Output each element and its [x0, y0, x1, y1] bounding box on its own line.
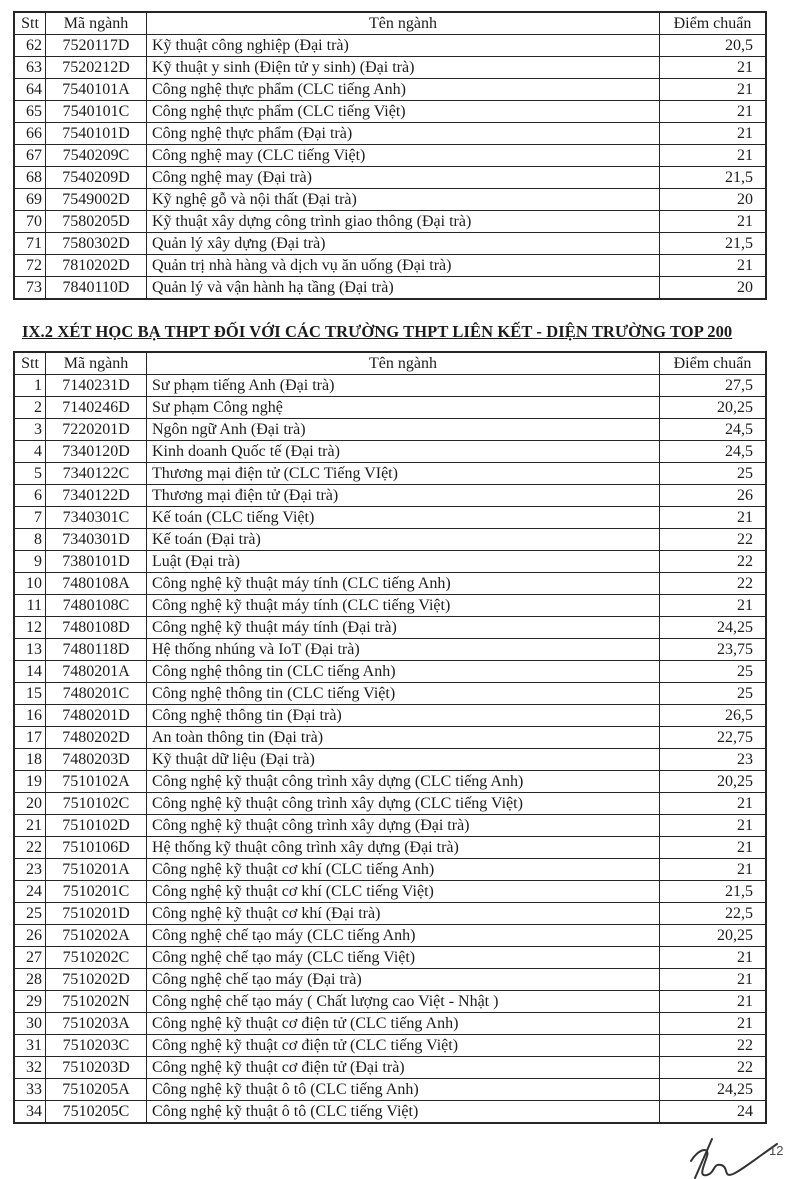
stt-cell: 17	[14, 727, 46, 749]
ma-nganh-cell: 7340120D	[46, 441, 147, 463]
ten-nganh-cell: Công nghệ thông tin (CLC tiếng Việt)	[147, 683, 660, 705]
ten-nganh-cell: Quản lý và vận hành hạ tầng (Đại trà)	[147, 277, 660, 300]
diem-chuan-cell: 24,5	[660, 441, 767, 463]
ma-nganh-cell: 7140231D	[46, 375, 147, 397]
diem-chuan-cell: 22	[660, 551, 767, 573]
ten-nganh-cell: Ngôn ngữ Anh (Đại trà)	[147, 419, 660, 441]
diem-chuan-cell: 21,5	[660, 881, 767, 903]
ten-nganh-cell: Công nghệ thực phẩm (CLC tiếng Việt)	[147, 101, 660, 123]
ma-nganh-cell: 7340301C	[46, 507, 147, 529]
ten-nganh-cell: Thương mại điện tử (Đại trà)	[147, 485, 660, 507]
ma-nganh-cell: 7510106D	[46, 837, 147, 859]
table-row	[14, 419, 766, 441]
ten-nganh-cell: Công nghệ kỹ thuật cơ khí (Đại trà)	[147, 903, 660, 925]
ten-nganh-cell: Kỹ thuật y sinh (Điện tử y sinh) (Đại trà)	[147, 57, 660, 79]
diem-chuan-cell: 21	[660, 837, 767, 859]
diem-chuan-cell: 21,5	[660, 167, 767, 189]
ma-nganh-cell: 7510203A	[46, 1013, 147, 1035]
ma-nganh-cell: 7140246D	[46, 397, 147, 419]
column-header: Điểm chuẩn	[660, 352, 767, 375]
stt-cell: 4	[14, 441, 46, 463]
stt-cell: 1	[14, 375, 46, 397]
stt-cell: 24	[14, 881, 46, 903]
ten-nganh-cell: Công nghệ thông tin (Đại trà)	[147, 705, 660, 727]
ten-nganh-cell: Kinh doanh Quốc tế (Đại trà)	[147, 441, 660, 463]
diem-chuan-cell: 23	[660, 749, 767, 771]
ma-nganh-cell: 7540101D	[46, 123, 147, 145]
stt-cell: 63	[14, 57, 46, 79]
ten-nganh-cell: Công nghệ kỹ thuật công trình xây dựng (CLC tiếng Anh)	[147, 771, 660, 793]
diem-chuan-cell: 21	[660, 101, 767, 123]
table-row	[14, 57, 766, 79]
ma-nganh-cell: 7480201C	[46, 683, 147, 705]
table-row	[14, 551, 766, 573]
table-row	[14, 441, 766, 463]
ten-nganh-cell: Công nghệ thông tin (CLC tiếng Anh)	[147, 661, 660, 683]
diem-chuan-cell: 22,75	[660, 727, 767, 749]
ten-nganh-cell: Công nghệ chế tạo máy (Đại trà)	[147, 969, 660, 991]
diem-chuan-cell: 25	[660, 463, 767, 485]
ten-nganh-cell: Kỹ nghệ gỗ và nội thất (Đại trà)	[147, 189, 660, 211]
ma-nganh-cell: 7480201A	[46, 661, 147, 683]
diem-chuan-cell: 21	[660, 145, 767, 167]
ten-nganh-cell: Quản lý xây dựng (Đại trà)	[147, 233, 660, 255]
table-row	[14, 815, 766, 837]
ma-nganh-cell: 7540101C	[46, 101, 147, 123]
stt-cell: 3	[14, 419, 46, 441]
diem-chuan-cell: 22	[660, 1035, 767, 1057]
diem-chuan-cell: 24,25	[660, 617, 767, 639]
stt-cell: 65	[14, 101, 46, 123]
table-row	[14, 1057, 766, 1079]
ma-nganh-cell: 7220201D	[46, 419, 147, 441]
diem-chuan-cell: 21	[660, 57, 767, 79]
stt-cell: 32	[14, 1057, 46, 1079]
ma-nganh-cell: 7520117D	[46, 35, 147, 57]
ten-nganh-cell: Công nghệ chế tạo máy (CLC tiếng Anh)	[147, 925, 660, 947]
diem-chuan-cell: 20,25	[660, 771, 767, 793]
table-row	[14, 463, 766, 485]
ma-nganh-cell: 7480108A	[46, 573, 147, 595]
column-header: Stt	[14, 12, 46, 35]
diem-chuan-cell: 21	[660, 947, 767, 969]
ten-nganh-cell: Sư phạm tiếng Anh (Đại trà)	[147, 375, 660, 397]
stt-cell: 30	[14, 1013, 46, 1035]
table-row	[14, 145, 766, 167]
table-row	[14, 639, 766, 661]
stt-cell: 16	[14, 705, 46, 727]
diem-chuan-cell: 20	[660, 277, 767, 300]
stt-cell: 8	[14, 529, 46, 551]
diem-chuan-cell: 24	[660, 1101, 767, 1124]
ten-nganh-cell: Công nghệ chế tạo máy ( Chất lượng cao Việt - Nhật )	[147, 991, 660, 1013]
ma-nganh-cell: 7580302D	[46, 233, 147, 255]
table-row	[14, 991, 766, 1013]
diem-chuan-cell: 26,5	[660, 705, 767, 727]
stt-cell: 26	[14, 925, 46, 947]
diem-chuan-cell: 21	[660, 969, 767, 991]
ma-nganh-cell: 7540209D	[46, 167, 147, 189]
table-row	[14, 123, 766, 145]
stt-cell: 70	[14, 211, 46, 233]
ma-nganh-cell: 7540209C	[46, 145, 147, 167]
ma-nganh-cell: 7480201D	[46, 705, 147, 727]
diem-chuan-cell: 22	[660, 1057, 767, 1079]
table-row	[14, 397, 766, 419]
admission-score-table-top200	[13, 351, 767, 1124]
ma-nganh-cell: 7580205D	[46, 211, 147, 233]
ma-nganh-cell: 7510102D	[46, 815, 147, 837]
ma-nganh-cell: 7510203C	[46, 1035, 147, 1057]
table-row	[14, 925, 766, 947]
table-row	[14, 35, 766, 57]
table-row	[14, 1013, 766, 1035]
table-row	[14, 79, 766, 101]
ten-nganh-cell: Hệ thống kỹ thuật công trình xây dựng (Đại trà)	[147, 837, 660, 859]
table-row	[14, 595, 766, 617]
stt-cell: 66	[14, 123, 46, 145]
diem-chuan-cell: 21	[660, 859, 767, 881]
diem-chuan-cell: 21	[660, 255, 767, 277]
diem-chuan-cell: 21	[660, 123, 767, 145]
header-row	[14, 352, 766, 375]
stt-cell: 27	[14, 947, 46, 969]
ma-nganh-cell: 7510202N	[46, 991, 147, 1013]
ten-nganh-cell: Công nghệ kỹ thuật ô tô (CLC tiếng Anh)	[147, 1079, 660, 1101]
table-row	[14, 1035, 766, 1057]
ten-nganh-cell: Công nghệ kỹ thuật máy tính (CLC tiếng Anh)	[147, 573, 660, 595]
stt-cell: 15	[14, 683, 46, 705]
ma-nganh-cell: 7510203D	[46, 1057, 147, 1079]
ma-nganh-cell: 7510201C	[46, 881, 147, 903]
diem-chuan-cell: 24,5	[660, 419, 767, 441]
ten-nganh-cell: Kế toán (Đại trà)	[147, 529, 660, 551]
ma-nganh-cell: 7510205C	[46, 1101, 147, 1124]
ma-nganh-cell: 7510201D	[46, 903, 147, 925]
column-header: Tên ngành	[147, 352, 660, 375]
table-row	[14, 903, 766, 925]
stt-cell: 23	[14, 859, 46, 881]
ma-nganh-cell: 7340122C	[46, 463, 147, 485]
ten-nganh-cell: Công nghệ kỹ thuật máy tính (CLC tiếng Việt)	[147, 595, 660, 617]
stt-cell: 21	[14, 815, 46, 837]
ten-nganh-cell: Luật (Đại trà)	[147, 551, 660, 573]
ma-nganh-cell: 7510102C	[46, 793, 147, 815]
table-row	[14, 837, 766, 859]
ma-nganh-cell: 7340301D	[46, 529, 147, 551]
diem-chuan-cell: 20,25	[660, 925, 767, 947]
table-row	[14, 661, 766, 683]
ten-nganh-cell: Kỹ thuật xây dựng công trình giao thông (Đại trà)	[147, 211, 660, 233]
stt-cell: 25	[14, 903, 46, 925]
table-row	[14, 727, 766, 749]
table-row	[14, 211, 766, 233]
diem-chuan-cell: 21	[660, 211, 767, 233]
table-row	[14, 1101, 766, 1124]
ten-nganh-cell: Công nghệ kỹ thuật cơ khí (CLC tiếng Anh)	[147, 859, 660, 881]
table-row	[14, 485, 766, 507]
table-row	[14, 947, 766, 969]
section-title: IX.2 XÉT HỌC BẠ THPT ĐỐI VỚI CÁC TRƯỜNG THPT LIÊN KẾT - DIỆN TRƯỜNG TOP 200	[22, 322, 733, 341]
diem-chuan-cell: 20,5	[660, 35, 767, 57]
stt-cell: 11	[14, 595, 46, 617]
stt-cell: 18	[14, 749, 46, 771]
ten-nganh-cell: Công nghệ kỹ thuật cơ khí (CLC tiếng Việt)	[147, 881, 660, 903]
diem-chuan-cell: 25	[660, 661, 767, 683]
ten-nganh-cell: Hệ thống nhúng và IoT (Đại trà)	[147, 639, 660, 661]
ten-nganh-cell: Kỹ thuật công nghiệp (Đại trà)	[147, 35, 660, 57]
ten-nganh-cell: Công nghệ chế tạo máy (CLC tiếng Việt)	[147, 947, 660, 969]
ten-nganh-cell: Sư phạm Công nghệ	[147, 397, 660, 419]
stt-cell: 5	[14, 463, 46, 485]
ten-nganh-cell: Công nghệ thực phẩm (CLC tiếng Anh)	[147, 79, 660, 101]
handwritten-signature-icon	[688, 1136, 780, 1179]
ma-nganh-cell: 7510201A	[46, 859, 147, 881]
table-row	[14, 749, 766, 771]
ma-nganh-cell: 7480203D	[46, 749, 147, 771]
diem-chuan-cell: 20	[660, 189, 767, 211]
ma-nganh-cell: 7480108C	[46, 595, 147, 617]
table-row	[14, 859, 766, 881]
ma-nganh-cell: 7480202D	[46, 727, 147, 749]
diem-chuan-cell: 24,25	[660, 1079, 767, 1101]
stt-cell: 62	[14, 35, 46, 57]
table-row	[14, 375, 766, 397]
table-row	[14, 1079, 766, 1101]
ten-nganh-cell: Công nghệ kỹ thuật công trình xây dựng (Đại trà)	[147, 815, 660, 837]
table-row	[14, 771, 766, 793]
ten-nganh-cell: Công nghệ may (CLC tiếng Việt)	[147, 145, 660, 167]
ten-nganh-cell: Công nghệ may (Đại trà)	[147, 167, 660, 189]
ma-nganh-cell: 7480118D	[46, 639, 147, 661]
stt-cell: 34	[14, 1101, 46, 1124]
stt-cell: 33	[14, 1079, 46, 1101]
stt-cell: 19	[14, 771, 46, 793]
ten-nganh-cell: Công nghệ thực phẩm (Đại trà)	[147, 123, 660, 145]
stt-cell: 6	[14, 485, 46, 507]
diem-chuan-cell: 21	[660, 507, 767, 529]
diem-chuan-cell: 21,5	[660, 233, 767, 255]
ten-nganh-cell: Công nghệ kỹ thuật máy tính (Đại trà)	[147, 617, 660, 639]
stt-cell: 13	[14, 639, 46, 661]
table-row	[14, 507, 766, 529]
ma-nganh-cell: 7340122D	[46, 485, 147, 507]
table-row	[14, 189, 766, 211]
table-row	[14, 617, 766, 639]
ma-nganh-cell: 7510102A	[46, 771, 147, 793]
column-header: Stt	[14, 352, 46, 375]
stt-cell: 14	[14, 661, 46, 683]
table-row	[14, 881, 766, 903]
diem-chuan-cell: 22	[660, 529, 767, 551]
ten-nganh-cell: Công nghệ kỹ thuật cơ điện tử (Đại trà)	[147, 1057, 660, 1079]
page-number: 12	[769, 1143, 784, 1158]
diem-chuan-cell: 23,75	[660, 639, 767, 661]
column-header: Mã ngành	[46, 12, 147, 35]
stt-cell: 64	[14, 79, 46, 101]
diem-chuan-cell: 21	[660, 595, 767, 617]
table-row	[14, 705, 766, 727]
ten-nganh-cell: Kế toán (CLC tiếng Việt)	[147, 507, 660, 529]
table-row	[14, 529, 766, 551]
diem-chuan-cell: 21	[660, 793, 767, 815]
ten-nganh-cell: Công nghệ kỹ thuật ô tô (CLC tiếng Việt)	[147, 1101, 660, 1124]
table-row	[14, 793, 766, 815]
stt-cell: 2	[14, 397, 46, 419]
stt-cell: 10	[14, 573, 46, 595]
diem-chuan-cell: 25	[660, 683, 767, 705]
ma-nganh-cell: 7520212D	[46, 57, 147, 79]
ten-nganh-cell: Thương mại điện tử (CLC Tiếng VIệt)	[147, 463, 660, 485]
stt-cell: 73	[14, 277, 46, 300]
ten-nganh-cell: Quản trị nhà hàng và dịch vụ ăn uống (Đại trà)	[147, 255, 660, 277]
table-row	[14, 573, 766, 595]
stt-cell: 7	[14, 507, 46, 529]
column-header: Điểm chuẩn	[660, 12, 767, 35]
table-row	[14, 683, 766, 705]
diem-chuan-cell: 22	[660, 573, 767, 595]
ma-nganh-cell: 7549002D	[46, 189, 147, 211]
table-row	[14, 167, 766, 189]
stt-cell: 72	[14, 255, 46, 277]
diem-chuan-cell: 21	[660, 815, 767, 837]
diem-chuan-cell: 21	[660, 79, 767, 101]
header-row	[14, 12, 766, 35]
diem-chuan-cell: 21	[660, 1013, 767, 1035]
table-row	[14, 101, 766, 123]
ten-nganh-cell: Công nghệ kỹ thuật công trình xây dựng (CLC tiếng Việt)	[147, 793, 660, 815]
stt-cell: 71	[14, 233, 46, 255]
ma-nganh-cell: 7840110D	[46, 277, 147, 300]
ma-nganh-cell: 7510202C	[46, 947, 147, 969]
stt-cell: 67	[14, 145, 46, 167]
table-row	[14, 233, 766, 255]
ma-nganh-cell: 7540101A	[46, 79, 147, 101]
ten-nganh-cell: Kỹ thuật dữ liệu (Đại trà)	[147, 749, 660, 771]
ten-nganh-cell: Công nghệ kỹ thuật cơ điện tử (CLC tiếng Việt)	[147, 1035, 660, 1057]
table-row	[14, 969, 766, 991]
ma-nganh-cell: 7510205A	[46, 1079, 147, 1101]
ten-nganh-cell: An toàn thông tin (Đại trà)	[147, 727, 660, 749]
table-row	[14, 255, 766, 277]
stt-cell: 69	[14, 189, 46, 211]
stt-cell: 28	[14, 969, 46, 991]
column-header: Tên ngành	[147, 12, 660, 35]
ma-nganh-cell: 7510202A	[46, 925, 147, 947]
ma-nganh-cell: 7810202D	[46, 255, 147, 277]
diem-chuan-cell: 27,5	[660, 375, 767, 397]
stt-cell: 68	[14, 167, 46, 189]
ma-nganh-cell: 7510202D	[46, 969, 147, 991]
column-header: Mã ngành	[46, 352, 147, 375]
diem-chuan-cell: 22,5	[660, 903, 767, 925]
table-row	[14, 277, 766, 300]
stt-cell: 31	[14, 1035, 46, 1057]
diem-chuan-cell: 20,25	[660, 397, 767, 419]
stt-cell: 9	[14, 551, 46, 573]
ma-nganh-cell: 7380101D	[46, 551, 147, 573]
diem-chuan-cell: 21	[660, 991, 767, 1013]
stt-cell: 29	[14, 991, 46, 1013]
stt-cell: 22	[14, 837, 46, 859]
stt-cell: 20	[14, 793, 46, 815]
diem-chuan-cell: 26	[660, 485, 767, 507]
ma-nganh-cell: 7480108D	[46, 617, 147, 639]
stt-cell: 12	[14, 617, 46, 639]
admission-score-table-continued	[13, 11, 767, 300]
ten-nganh-cell: Công nghệ kỹ thuật cơ điện tử (CLC tiếng Anh)	[147, 1013, 660, 1035]
